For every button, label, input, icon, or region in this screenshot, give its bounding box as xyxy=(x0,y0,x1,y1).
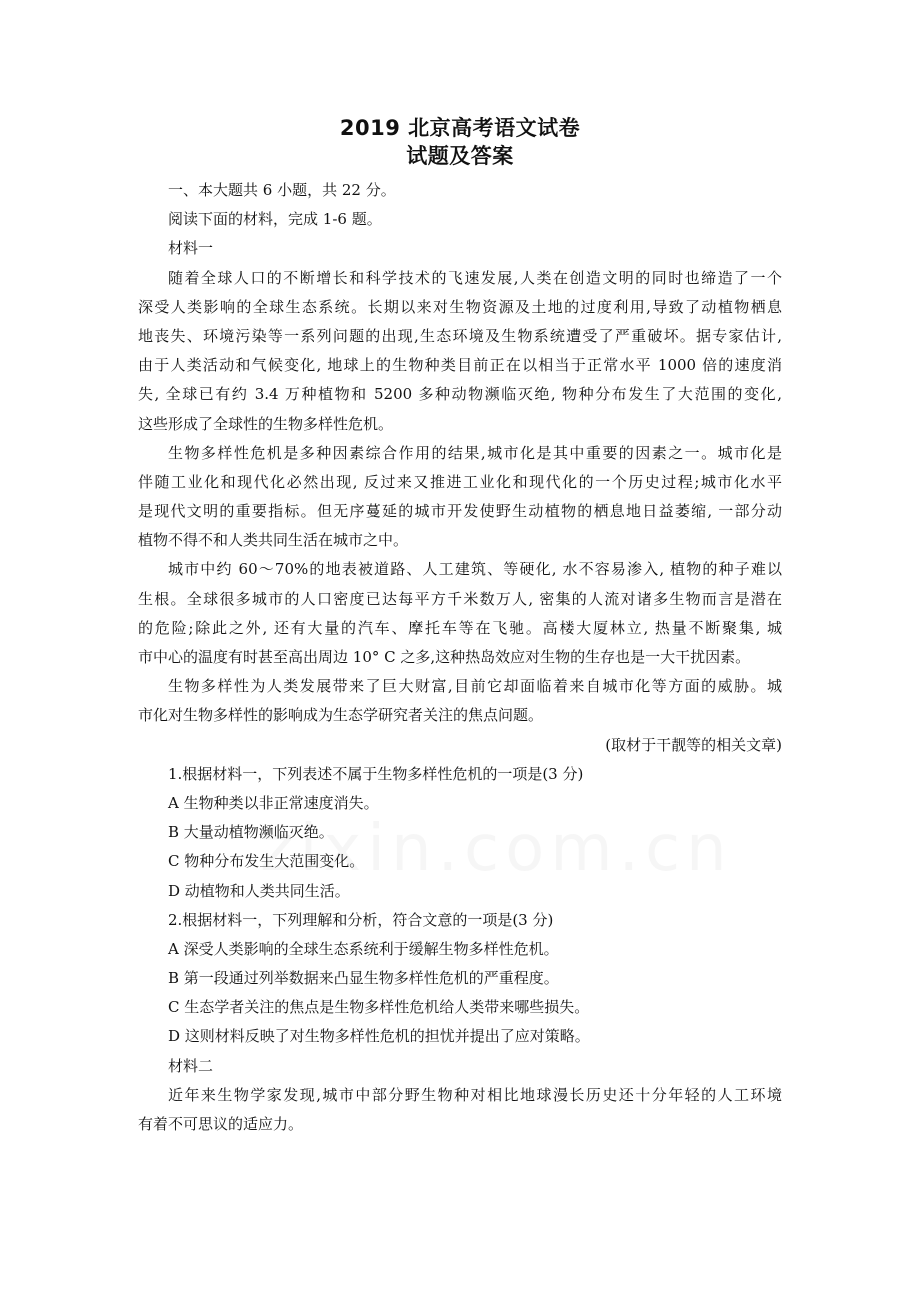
question-1-option-d: D 动植物和人类共同生活。 xyxy=(168,881,350,900)
section-instruction: 阅读下面的材料，完成 1-6 题。 xyxy=(168,210,382,229)
question-2-option-b: B 第一段通过列举数据来凸显生物多样性危机的严重程度。 xyxy=(168,969,559,988)
paragraph-line: 植物不得不和人类共同生活在城市之中。 xyxy=(138,531,409,550)
paragraph-line: 由于人类活动和气候变化, 地球上的生物种类目前正在以相当于正常水平 1000 倍的速度消 xyxy=(138,356,782,375)
title-line-2: 试题及答案 xyxy=(406,144,514,168)
paragraph-line: 生物多样性危机是多种因素综合作用的结果,城市化是其中重要的因素之一。城市化是 xyxy=(168,443,782,462)
paragraph-line: 城市中约 60～70%的地表被道路、人工建筑、等硬化, 水不容易渗入, 植物的种子难以 xyxy=(168,560,782,579)
paragraph-line: 地丧失、环境污染等一系列问题的出现,生态环境及生物系统遭受了严重破坏。据专家估计, xyxy=(138,326,782,345)
paragraph-line: 这些形成了全球性的生物多样性危机。 xyxy=(138,414,394,433)
paragraph-line: 随着全球人口的不断增长和科学技术的飞速发展,人类在创造文明的同时也缔造了一个 xyxy=(168,268,782,287)
exam-content xyxy=(138,176,782,1139)
question-1-option-b: B 大量动植物濒临灭绝。 xyxy=(168,823,334,842)
question-2-option-c: C 生态学者关注的焦点是生物多样性危机给人类带来哪些损失。 xyxy=(168,998,590,1017)
paragraph-line: 有着不可思议的适应力。 xyxy=(138,1115,304,1133)
question-2-option-a: A 深受人类影响的全球生态系统利于缓解生物多样性危机。 xyxy=(168,939,559,958)
material1-source: (取材于干靓等的相关文章) xyxy=(605,735,782,754)
question-1-option-c: C 物种分布发生大范围变化。 xyxy=(168,852,365,871)
material1-paragraph-2 xyxy=(138,439,782,556)
section-heading: 一、本大题共 6 小题，共 22 分。 xyxy=(168,181,396,199)
material1-paragraph-3 xyxy=(138,555,782,672)
material1-paragraph-1 xyxy=(138,264,782,439)
material2-paragraph-1 xyxy=(138,1081,782,1139)
paragraph-line: 市化对生物多样性的影响成为生态学研究者关注的焦点问题。 xyxy=(138,706,544,725)
material2-label: 材料二 xyxy=(168,1056,214,1075)
question-2-option-d: D 这则材料反映了对生物多样性危机的担忧并提出了应对策略。 xyxy=(168,1027,590,1046)
title-line-1: 2019 北京高考语文试卷 xyxy=(339,116,581,140)
paragraph-line: 深受人类影响的全球生态系统。长期以来对生物资源及土地的过度利用,导致了动植物栖息 xyxy=(138,297,782,316)
paragraph-line: 近年来生物学家发现,城市中部分野生物种对相比地球漫长历史还十分年轻的人工环境 xyxy=(168,1085,782,1104)
paragraph-line: 的危险;除此之外, 还有大量的汽车、摩托车等在飞驰。高楼大厦林立, 热量不断聚集, 城 xyxy=(138,618,782,637)
paragraph-line: 生物多样性为人类发展带来了巨大财富,目前它却面临着来自城市化等方面的威胁。城 xyxy=(168,677,782,696)
question-1-stem: 1.根据材料一，下列表述不属于生物多样性危机的一项是(3 分) xyxy=(168,764,584,783)
paragraph-line: 市中心的温度有时甚至高出周边 10° C 之多,这种热岛效应对生物的生存也是一大干扰因素。 xyxy=(138,648,751,666)
question-1-option-a: A 生物种类以非正常速度消失。 xyxy=(168,793,379,812)
material1-label: 材料一 xyxy=(168,239,214,258)
material1-paragraph-4 xyxy=(138,672,782,730)
paragraph-line: 生根。全球很多城市的人口密度已达每平方千米数万人, 密集的人流对诸多生物而言是潜在 xyxy=(138,589,782,608)
paragraph-line: 是现代文明的重要指标。但无序蔓延的城市开发使野生动植物的栖息地日益萎缩, 一部分动 xyxy=(138,502,782,521)
paragraph-line: 伴随工业化和现代化必然出现, 反过来又推进工业化和现代化的一个历史过程;城市化水平 xyxy=(138,472,782,491)
question-2-stem: 2.根据材料一，下列理解和分析，符合文意的一项是(3 分) xyxy=(168,910,554,929)
paragraph-line: 失, 全球已有约 3.4 万种植物和 5200 多种动物濒临灭绝, 物种分布发生了大范围的变化, xyxy=(138,385,782,404)
exam-title xyxy=(0,114,920,170)
